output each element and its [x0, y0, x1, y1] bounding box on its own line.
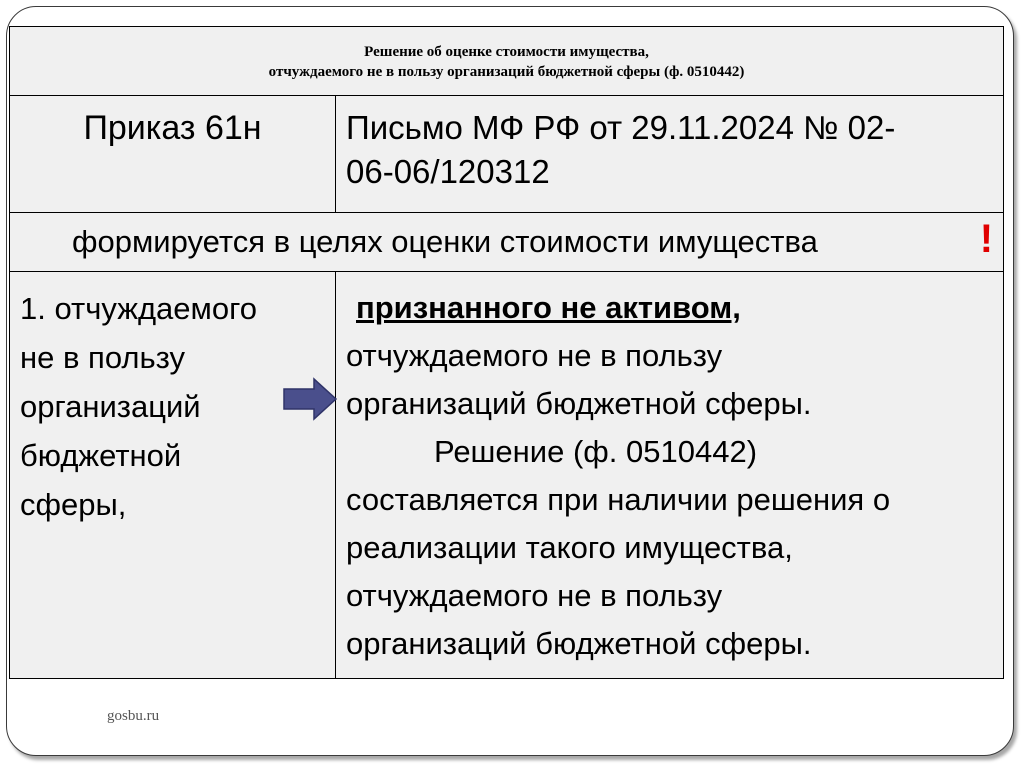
right-arrow-icon [282, 377, 338, 421]
explanation-line: отчуждаемого не в пользу [346, 338, 723, 373]
explanation-emphasis: признанного не активом, [356, 290, 741, 325]
explanation-line: организаций бюджетной сферы. [346, 386, 812, 421]
purpose-row [10, 213, 1004, 272]
condition-line: сферы, [20, 487, 127, 522]
ministry-letter-line-2: 06-06/120312 [346, 153, 550, 190]
explanation-line: составляется при наличии решения о [346, 482, 891, 517]
decision-table [9, 26, 1004, 679]
documents-row [10, 96, 1004, 213]
body-row [10, 272, 1004, 679]
ministry-letter-line-1: Письмо МФ РФ от 29.11.2024 № 02- [346, 109, 896, 146]
condition-line: 1. отчуждаемого [20, 291, 257, 326]
condition-line: не в пользу [20, 340, 186, 375]
condition-line: бюджетной [20, 438, 182, 473]
ministry-letter-cell [336, 96, 1004, 213]
explanation-cell [336, 272, 1004, 679]
header-line-1: Решение об оценке стоимости имущества, [364, 44, 649, 60]
table-header [10, 27, 1004, 96]
condition-cell [10, 272, 336, 679]
header-line-2: отчуждаемого не в пользу организаций бюджетной сферы (ф. 0510442) [268, 64, 745, 80]
explanation-line: Решение (ф. 0510442) [434, 434, 758, 469]
order-61n-cell [10, 96, 336, 213]
purpose-text: формируется в целях оценки стоимости имущества [72, 224, 818, 259]
explanation-line: реализации такого имущества, [346, 530, 793, 565]
explanation-line: организаций бюджетной сферы. [346, 626, 812, 661]
order-61n-label: Приказ 61н [83, 109, 262, 147]
source-footer: gosbu.ru [107, 708, 160, 724]
header-row [10, 27, 1004, 96]
purpose-cell [10, 213, 1004, 272]
exclamation-icon: ! [979, 217, 994, 261]
condition-line: организаций [20, 389, 201, 424]
explanation-line: отчуждаемого не в пользу [346, 578, 723, 613]
